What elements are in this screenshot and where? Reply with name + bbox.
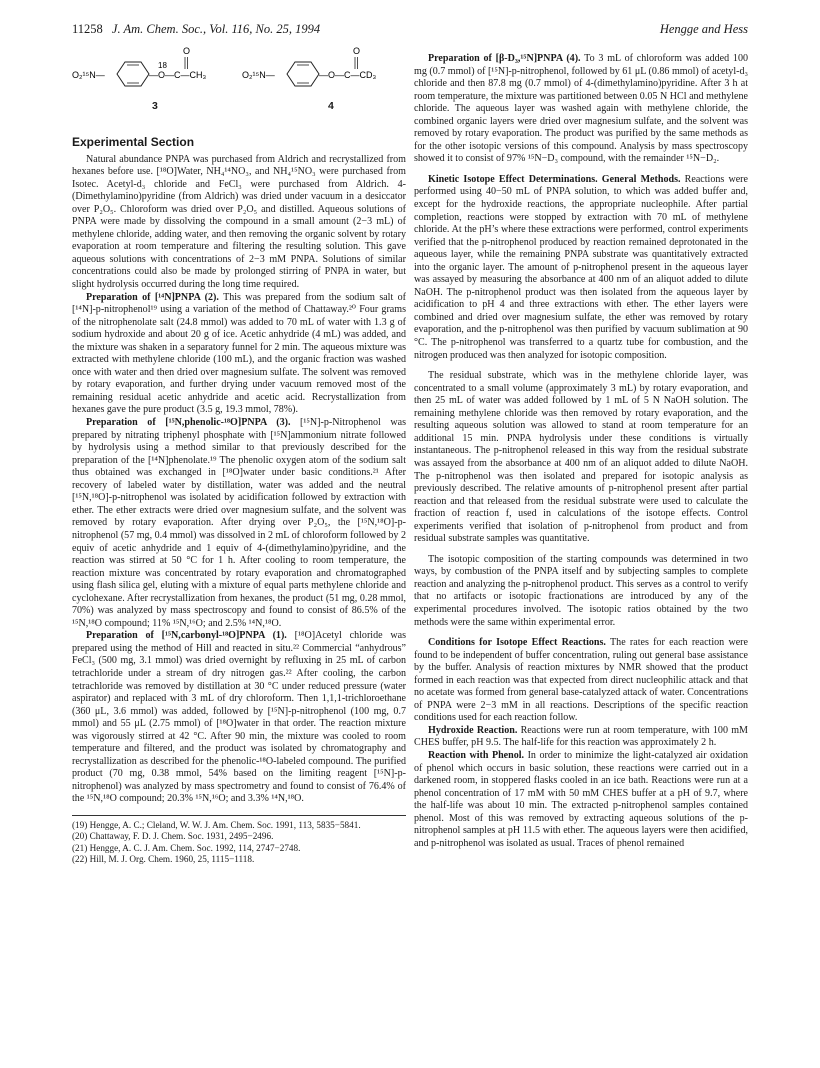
svg-text:O: O bbox=[183, 46, 191, 56]
paragraph-prep-1 bbox=[72, 630, 406, 806]
structure-4-number: 4 bbox=[328, 100, 334, 112]
paragraph-conditions-body: The rates for each reaction were found to be independent of buffer concentration, ruling out general base assistance by the buffer. Analysis of reaction mixtures by NMR showed that the product formed in each reaction was that expected from direct nucleophilic attack and that no acetate was formed from general base-catalyzed attack of water. Concentrations of PNPA were 2−3 mM in all reactions. Descriptions of the specific reaction conditions used for each reaction follow. bbox=[414, 637, 748, 724]
paragraph-kie-methods-body: Reactions were performed using 40−50 mL of PNPA solution, to which was added buffer and, except for the hydroxide reactions, the appropriate nucleophile. After partial completion, reactions were stopped by extraction with 70 mL of methylene chloride. At the pH’s where these extractions were performed, control experiments verified that the p-nitrophenol produced by reaction remained deprotonated in the aqueous layer, while the remaining PNPA substrate was quantitatively extracted into the organic layer. The amount of p-nitrophenol present in the aqueous layer was assayed by measuring the absorbance at 400 nm of an aliquot added to dilute NaOH. The p-nitrophenol product was then isolated from the aqueous layer by acidification to pH 4 and three extractions with ether. The ether layers were combined and dried over magnesium sulfate, the ether was removed by rotary evaporation, and the p-nitrophenol was then purified by vacuum sublimation at 90 °C. The p-nitrophenol was transferred to a quartz tube for combustion, and the nitrogen produced was then analyzed for isotopic composition. bbox=[414, 173, 748, 361]
runin-heading-phenol: Reaction with Phenol. bbox=[428, 749, 525, 761]
chemical-structures bbox=[72, 40, 406, 132]
paragraph-prep-4 bbox=[414, 53, 748, 166]
running-authors: Hengge and Hess bbox=[659, 22, 748, 36]
page-header bbox=[72, 22, 748, 38]
footnote-divider bbox=[72, 815, 406, 816]
paragraph-hydroxide-body: Reactions were run at room temperature, with 100 mM CHES buffer, pH 9.5. The half-life for this reaction was approximately 2 h. bbox=[414, 724, 748, 749]
paragraph-prep-3-body: [¹⁵N]-p-Nitrophenol was prepared by nitrating triphenyl phosphate with [¹⁵N]ammonium nitrate followed by hydrolysis using a method similar to that previously described for the preparation of the [¹⁴N]phenolate.¹⁹ The phenolic oxygen atom of the sodium salt thus obtained was exchanged in [¹⁸O]water under basic conditions.²¹ After recovery of labeled water by distillation, water was added and the neutral [¹⁵N,¹⁸O]-p-nitrophenol was isolated by acidification followed by extraction with ether. The ether extracts were dried over magnesium sulfate, and the solvent was removed by rotary evaporation. After drying over P₂O₅, the [¹⁵N,¹⁸O]-p-nitrophenol (57 mg, 0.4 mmol) was dissolved in 2 mL of chloroform followed by 2 equiv of acetic anhydride and 1 equiv of 4-(dimethylamino)pyridine, and the reaction was stirred at 50 °C for 1 h. After cooling to room temperature, the reaction mixture was concentrated by rotary evaporation and chromatographed using flash silica gel, eluting with a mixture of equal parts methylene chloride and cyclohexane. After recrystallization from hexanes, the product (51 mg, 0.28 mmol, 70%) was analyzed by mass spectroscopy and found to consist of 86.5% of the ¹⁵N,¹⁸O compound; 11% ¹⁵N,¹⁶O; and 2.5% ¹⁴N,¹⁸O. bbox=[72, 417, 406, 629]
journal-citation: J. Am. Chem. Soc., Vol. 116, No. 25, 1994 bbox=[111, 22, 321, 36]
paragraph-phenol bbox=[414, 750, 748, 850]
svg-text:O₂¹⁵N—: O₂¹⁵N— bbox=[72, 70, 105, 80]
paragraph-isotopic-composition: The isotopic composition of the starting compounds was determined in two ways, by combustion of the PNPA itself and by subjecting samples to complete reaction and analyzing the p-nitrophenol product. This serves as a control to verify that no artifacts or isotopic fractionations are introduced by any of the experimental procedures involved. The isotopic ratios obtained by the two methods were the same within experimental error. bbox=[414, 553, 748, 628]
footnote-20: (20) Chattaway, F. D. J. Chem. Soc. 1931, 2495−2496. bbox=[72, 831, 274, 842]
structure-4-drawing bbox=[242, 40, 412, 100]
runin-heading-conditions: Conditions for Isotope Effect Reactions. bbox=[428, 637, 606, 649]
structure-3 bbox=[72, 40, 242, 112]
paragraph-prep-2 bbox=[72, 292, 406, 417]
paragraph-conditions bbox=[414, 637, 748, 725]
runin-heading-prep-3: Preparation of [¹⁵N,phenolic-¹⁸O]PNPA (3). bbox=[86, 417, 291, 429]
svg-text:O₂¹⁵N—: O₂¹⁵N— bbox=[242, 70, 275, 80]
footnote-22: (22) Hill, M. J. Org. Chem. 1960, 25, 1115−1118. bbox=[72, 853, 255, 864]
footnotes bbox=[72, 820, 406, 865]
paragraph-hydroxide bbox=[414, 725, 748, 750]
paragraph-prep-2-body: This was prepared from the sodium salt of [¹⁴N]-p-nitrophenol¹⁹ using a variation of the method of Chattaway.²⁰ Four grams of the nitrophenolate salt (24.8 mmol) was added to 70 mL of water with 1.3 g of sodium hydroxide and about 20 g of ice. Acetic anhydride (4 mL) was added, and the mixture was shaken in a separatory funnel for 2 min. The aqueous mixture was extracted with methylene chloride (100 mL), and the organic fraction was washed once with water and then dried over magnesium sulfate. The solvent was removed by rotary evaporation, and further drying under vacuum removed most of the remaining residual acetic anhydride and acetic acid. Recrystallization from hexanes gave the pure product (3.5 g, 19.3 mmol, 78%). bbox=[72, 291, 407, 416]
page-number: 11258 bbox=[72, 22, 103, 36]
runin-heading-prep-1: Preparation of [¹⁵N,carbonyl-¹⁸O]PNPA (1). bbox=[86, 630, 287, 642]
runin-heading-hydroxide: Hydroxide Reaction. bbox=[428, 724, 518, 736]
runin-heading-prep-2: Preparation of [¹⁴N]PNPA (2). bbox=[86, 291, 219, 303]
paragraph-phenol-body: In order to minimize the light-catalyzed air oxidation of phenol which occurs in basic solution, these reactions were carried out in a darkened room, in stoppered flasks cooled in an ice bath. Reactions were run at a phenol concentration of 17 mM with 50 mM CHES buffer at a pH of 9.7, where the half-life was about 10 min. The extracted p-nitrophenol samples contained phenol. Most of this was removed by extracting aqueous solutions of the p-nitrophenol samples at pH 11.5 with ether. The aqueous layers were then acidified, and p-nitrophenol was isolated as usual. Traces of phenol remained bbox=[414, 749, 748, 849]
paragraph-residual-substrate: The residual substrate, which was in the methylene chloride layer, was concentrated to a small volume (approximately 3 mL) by rotary evaporation, and then 25 mL of water was added followed by 1 mL of 5 N NaOH solution. The remaining methylene chloride was then removed by rotary evaporation, and the resulting aqueous solution was allowed to stand at room temperature for an additional 15 min. PNPA hydrolysis under these conditions is virtually instantaneous. The p-nitrophenol released in this way from the residual substrate was assayed from the absorbance at 400 nm of an aliquot added to dilute NaOH. The p-nitrophenol was then isolated and prepared for isotopic analysis as previously described. The relative amounts of p-nitrophenol present after partial reaction and that released from the residual substrate were used to calculate the fraction of reaction f, used in calculations of the isotope effects. Control experiments verified that isolation of p-nitrophenol from product and from residual substrate samples was quantitative. bbox=[414, 370, 748, 545]
paragraph-prep-1-body: [¹⁸O]Acetyl chloride was prepared using the method of Hill and reacted in situ.²² Commercial “anhydrous” FeCl₃ (500 mg, 3.1 mmol) was dried overnight by refluxing in 25 mL of carbon tetrachloride under a stream of dry nitrogen gas.²² After cooling, the carbon tetrachloride was removed by distillation at 30 °C under reduced pressure (water aspirator) and replaced with 3 mL of dry chloroform. Then 1,1,1-trichloroethane (360 μL, 3.6 mmol) was added, followed by [¹⁵N]-p-nitrophenol (100 mg, 0.7 mmol) and 55 μL (2.75 mmol) of [¹⁸O]water in that order. The reaction mixture was vigorously stirred at 42 °C. After 90 min, the mixture was cooled to room temperature and filtered, and the product was isolated by chromatography and recrystallization as described for the phenolic-¹⁸O-labeled compound. The purified product (70 mg, 0.38 mmol, 54% based on the limiting reagent [¹⁵N]-p-nitrophenol) was analyzed by mass spectrometry and found to consist of 76.4% of the ¹⁵N,¹⁸O compound; 20.3% ¹⁵N,¹⁶O; and 3.3% ¹⁴N,¹⁸O. bbox=[72, 630, 406, 805]
paragraph-prep-4-body: To 3 mL of chloroform was added 100 mg (0.7 mmol) of [¹⁵N]-p-nitrophenol, followed by 61 μL (0.86 mmol) of acetyl-d₃ chloride and then 87.8 mg (0.7 mmol) of 4-(dimethylamino)pyridine. After 3 h at room temperature, the mixture was partitioned between 0.05 N HCl and methylene chloride. The aqueous layer was washed again with methylene chloride, the combined organic layers were dried over magnesium sulfate, and the solvent was removed by rotary evaporation. The product was purified by the same methods as for the other isotopic versions of this compound. Analysis by mass spectroscopy showed it to consist of 97% ¹⁵N−D₃ compound, with the remainder ¹⁵N−D₂. bbox=[414, 53, 748, 165]
left-column bbox=[72, 40, 406, 865]
structure-3-drawing bbox=[72, 40, 242, 100]
svg-text:—O—C—CD₃: —O—C—CD₃ bbox=[319, 70, 377, 80]
svg-text:18: 18 bbox=[158, 61, 167, 70]
runin-heading-prep-4: Preparation of [β-D₃,¹⁵N]PNPA (4). bbox=[428, 53, 581, 64]
footnote-19: (19) Hengge, A. C.; Cleland, W. W. J. Am. Chem. Soc. 1991, 113, 5835−5841. bbox=[72, 819, 361, 830]
section-title: Experimental Section bbox=[72, 135, 195, 149]
right-column bbox=[414, 53, 748, 850]
footnote-21: (21) Hengge, A. C. J. Am. Chem. Soc. 1992, 114, 2747−2748. bbox=[72, 842, 301, 853]
runin-heading-kie-methods: Kinetic Isotope Effect Determinations. General Methods. bbox=[428, 173, 681, 185]
paragraph-prep-3 bbox=[72, 417, 406, 630]
paragraph-materials: Natural abundance PNPA was purchased from Aldrich and recrystallized from hexanes before use. [¹⁸O]Water, NH₄¹⁴NO₃, and NH₄¹⁵NO₃ were purchased from Isotec. Acetyl-d₃ chloride and FeCl₃ were purchased from Aldrich. 4-(Dimethylamino)pyridine (from Aldrich) was dried under vacuum in a desiccator over P₂O₅. Chloroform was dried over P₂O₅ and distilled. Aqueous solutions of PNPA were made by dissolving the compound in a small amount (2−3 mL) of methylene chloride, adding water, and then removing the organic solvent by rotary evaporation at room temperature and filtering the resulting solution. This gave aqueous solutions with concentrations of 2−3 mM PNPA. Solutions of similar concentrations could also be made by prolonged stirring of PNPA in water, but slight hydrolysis occurred during the long time required. bbox=[72, 153, 406, 291]
svg-text:O: O bbox=[353, 46, 361, 56]
paragraph-kie-methods bbox=[414, 174, 748, 362]
structure-3-number: 3 bbox=[152, 100, 158, 112]
svg-text:—O—C—CH₃: —O—C—CH₃ bbox=[149, 70, 207, 80]
structure-4 bbox=[242, 40, 412, 112]
